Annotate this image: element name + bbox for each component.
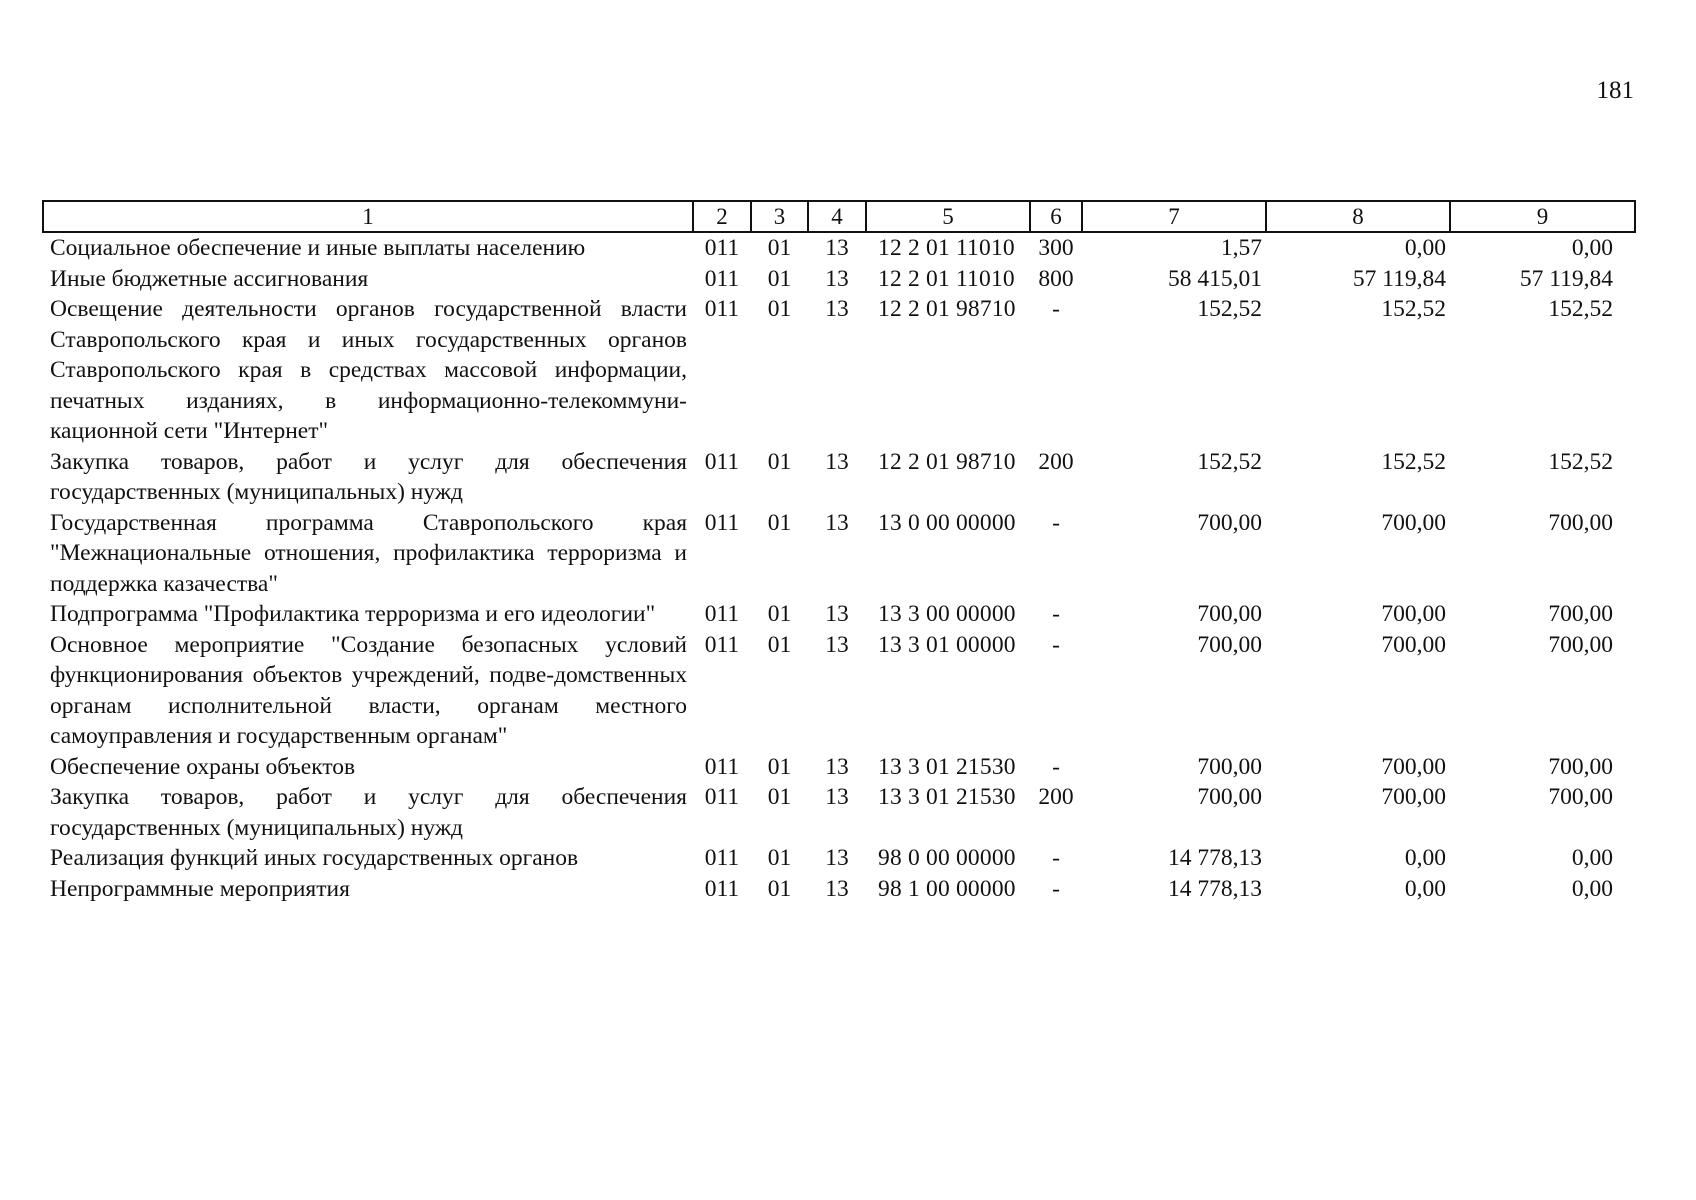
expense-type-code-cell: 200: [1038, 448, 1074, 475]
amount-col7-cell: 700,00: [1197, 784, 1262, 810]
subsection-code-cell: 13: [825, 875, 849, 902]
amount-col7-cell: 152,52: [1197, 448, 1262, 475]
amount-col7-cell: 700,00: [1197, 753, 1262, 780]
section-code-cell: 01: [767, 448, 792, 475]
amount-col9-cell: 700,00: [1548, 631, 1613, 658]
row-name-cell: Иные бюджетные ассигнования: [50, 265, 369, 292]
subsection-code-cell: 13: [825, 509, 849, 536]
expense-type-code-cell: 800: [1038, 265, 1074, 292]
table-row: [43, 508, 1635, 600]
row-name-cell: Реализация функций иных государственных органов: [50, 845, 579, 871]
target-article-code-cell: 98 0 00 00000: [878, 845, 1016, 871]
ministry-code-cell: 011: [704, 601, 740, 627]
table-row: [43, 843, 1635, 874]
row-name-cell: Обеспечение охраны объектов: [50, 753, 356, 780]
amount-col8-cell: 700,00: [1381, 509, 1446, 536]
section-code-cell: 01: [767, 296, 792, 322]
subsection-code-cell: 13: [825, 845, 849, 871]
table-body: [43, 232, 1635, 904]
row-name-cell: Закупка товаров, работ и услуг для обеспечения государственных (муниципальных) нужд: [50, 784, 687, 841]
ministry-code-cell: 011: [704, 631, 740, 658]
amount-col7-cell: 700,00: [1197, 509, 1262, 536]
table-row: [43, 599, 1635, 630]
ministry-code-cell: 011: [704, 235, 740, 261]
amount-col8-cell: 700,00: [1381, 631, 1446, 658]
target-article-code-cell: 13 3 01 21530: [878, 784, 1016, 810]
section-code-cell: 01: [767, 509, 792, 536]
subsection-code-cell: 13: [825, 235, 849, 261]
amount-col8-cell: 700,00: [1381, 753, 1446, 780]
column-header-8: 8: [1266, 201, 1450, 232]
table-row: [43, 232, 1635, 264]
section-code-cell: 01: [767, 753, 792, 780]
target-article-code-cell: 12 2 01 11010: [878, 265, 1015, 292]
expense-type-code-cell: -: [1052, 509, 1060, 536]
target-article-code-cell: 12 2 01 98710: [878, 448, 1016, 475]
subsection-code-cell: 13: [825, 265, 849, 292]
amount-col7-cell: 14 778,13: [1168, 845, 1262, 871]
amount-col9-cell: 152,52: [1548, 296, 1613, 322]
column-header-7: 7: [1082, 201, 1266, 232]
row-name-cell: Подпрограмма "Профилактика терроризма и его идеологии": [50, 601, 656, 627]
expense-type-code-cell: -: [1052, 601, 1060, 627]
table-row: [43, 782, 1635, 843]
column-header-9: 9: [1450, 201, 1635, 232]
row-name-cell: Освещение деятельности органов государственной власти Ставропольского края и иных государственных органов Ставропольского края в средствах массовой информации, печатных изданиях, в информационно-телекоммуни-кационной сети "Интернет": [50, 296, 687, 444]
expense-type-code-cell: -: [1052, 875, 1060, 902]
section-code-cell: 01: [767, 265, 792, 292]
section-code-cell: 01: [767, 631, 792, 658]
column-header-1: 1: [43, 201, 693, 232]
expense-type-code-cell: 300: [1038, 235, 1074, 261]
section-code-cell: 01: [767, 784, 792, 810]
row-name-cell: Закупка товаров, работ и услуг для обеспечения государственных (муниципальных) нужд: [50, 448, 687, 505]
amount-col7-cell: 700,00: [1197, 601, 1262, 627]
subsection-code-cell: 13: [825, 296, 849, 322]
target-article-code-cell: 13 3 01 21530: [878, 753, 1016, 780]
section-code-cell: 01: [767, 875, 792, 902]
expense-type-code-cell: -: [1052, 631, 1060, 658]
amount-col9-cell: 0,00: [1571, 235, 1613, 261]
amount-col9-cell: 700,00: [1548, 601, 1613, 627]
section-code-cell: 01: [767, 235, 792, 261]
subsection-code-cell: 13: [825, 784, 849, 810]
amount-col9-cell: 152,52: [1548, 448, 1613, 475]
amount-col8-cell: 0,00: [1404, 875, 1446, 902]
amount-col8-cell: 57 119,84: [1352, 265, 1446, 292]
amount-col9-cell: 700,00: [1548, 509, 1613, 536]
target-article-code-cell: 12 2 01 98710: [878, 296, 1016, 322]
target-article-code-cell: 13 3 00 00000: [878, 601, 1016, 627]
target-article-code-cell: 13 0 00 00000: [878, 509, 1016, 536]
amount-col9-cell: 0,00: [1571, 875, 1613, 902]
section-code-cell: 01: [767, 601, 792, 627]
subsection-code-cell: 13: [825, 448, 849, 475]
ministry-code-cell: 011: [704, 265, 740, 292]
ministry-code-cell: 011: [704, 845, 740, 871]
ministry-code-cell: 011: [704, 448, 740, 475]
page-number: 181: [1596, 77, 1634, 104]
column-number-header-row: [43, 201, 1635, 232]
ministry-code-cell: 011: [704, 753, 740, 780]
ministry-code-cell: 011: [704, 875, 740, 902]
table-row: [43, 874, 1635, 905]
amount-col8-cell: 700,00: [1381, 784, 1446, 810]
ministry-code-cell: 011: [704, 509, 740, 536]
table-row: [43, 294, 1635, 447]
target-article-code-cell: 13 3 01 00000: [878, 631, 1016, 658]
amount-col7-cell: 152,52: [1197, 296, 1262, 322]
expense-type-code-cell: -: [1052, 753, 1060, 780]
subsection-code-cell: 13: [825, 631, 849, 658]
amount-col8-cell: 0,00: [1404, 845, 1446, 871]
column-header-3: 3: [751, 201, 808, 232]
amount-col9-cell: 57 119,84: [1519, 265, 1613, 292]
amount-col7-cell: 14 778,13: [1168, 875, 1262, 902]
column-header-6: 6: [1030, 201, 1082, 232]
column-header-5: 5: [866, 201, 1030, 232]
amount-col7-cell: 58 415,01: [1168, 265, 1262, 292]
target-article-code-cell: 98 1 00 00000: [878, 875, 1016, 902]
amount-col9-cell: 0,00: [1571, 845, 1613, 871]
amount-col9-cell: 700,00: [1548, 784, 1613, 810]
amount-col8-cell: 152,52: [1381, 448, 1446, 475]
budget-table: [42, 200, 1636, 904]
expense-type-code-cell: -: [1052, 296, 1060, 322]
section-code-cell: 01: [767, 845, 792, 871]
table-row: [43, 264, 1635, 295]
amount-col8-cell: 700,00: [1381, 601, 1446, 627]
table-row: [43, 630, 1635, 752]
expense-type-code-cell: -: [1052, 845, 1060, 871]
ministry-code-cell: 011: [704, 784, 740, 810]
table-row: [43, 447, 1635, 508]
ministry-code-cell: 011: [704, 296, 740, 322]
column-header-2: 2: [693, 201, 751, 232]
amount-col8-cell: 152,52: [1381, 296, 1446, 322]
row-name-cell: Государственная программа Ставропольского края "Межнациональные отношения, профилактика терроризма и поддержка казачества": [50, 509, 687, 597]
amount-col9-cell: 700,00: [1548, 753, 1613, 780]
row-name-cell: Социальное обеспечение и иные выплаты населению: [50, 235, 586, 261]
amount-col8-cell: 0,00: [1404, 235, 1446, 261]
target-article-code-cell: 12 2 01 11010: [878, 235, 1015, 261]
amount-col7-cell: 1,57: [1220, 235, 1262, 261]
row-name-cell: Непрограммные мероприятия: [50, 875, 350, 902]
table-row: [43, 752, 1635, 783]
expense-type-code-cell: 200: [1038, 784, 1074, 810]
subsection-code-cell: 13: [825, 601, 849, 627]
amount-col7-cell: 700,00: [1197, 631, 1262, 658]
column-header-4: 4: [808, 201, 866, 232]
subsection-code-cell: 13: [825, 753, 849, 780]
row-name-cell: Основное мероприятие "Создание безопасных условий функционирования объектов учреждений, подве-домственных органам исполнительной власти, органам местного самоуправления и государственным органам": [50, 631, 687, 749]
